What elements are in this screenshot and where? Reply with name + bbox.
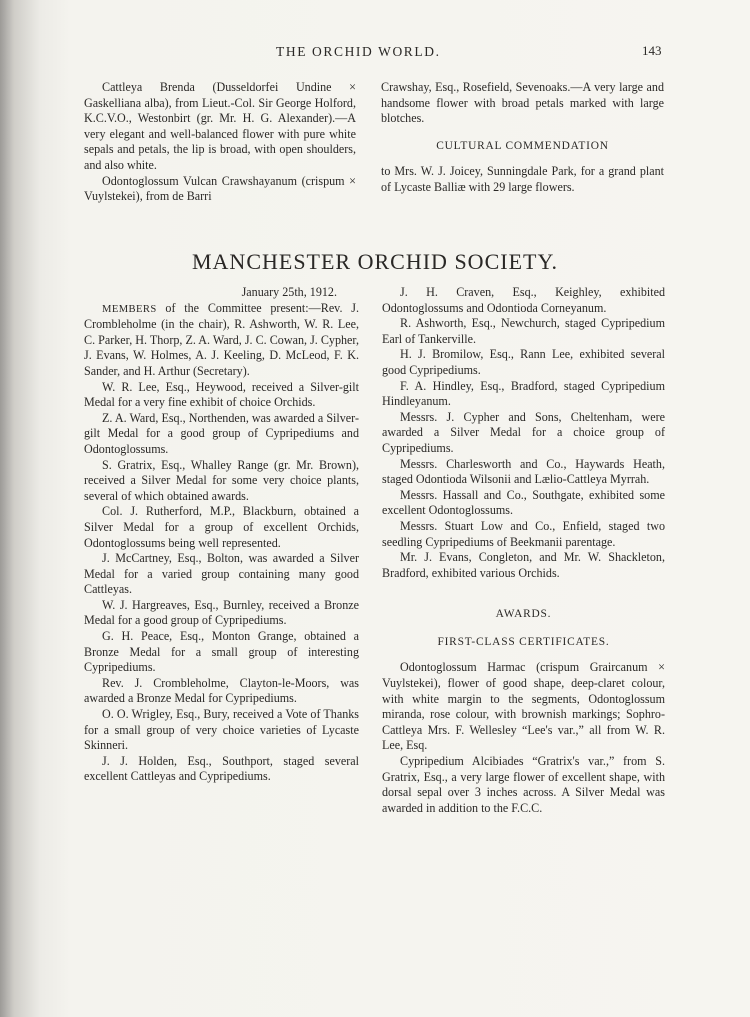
crawshay-continuation-paragraph: Crawshay, Esq., Rosefield, Sevenoaks.—A very large and handsome flower with broad petals marked with large blotches.	[381, 80, 664, 126]
report-paragraph: Messrs. J. Cypher and Sons, Cheltenham, were awarded a Silver Medal for a choice group of Cypripediums.	[382, 409, 665, 455]
meeting-date: January 25th, 1912.	[241, 285, 337, 299]
report-paragraph: W. J. Hargreaves, Esq., Burnley, received a Bronze Medal for a good group of Cypripediums.	[84, 597, 359, 628]
odontoglossum-vulcan-paragraph: Odontoglossum Vulcan Crawshayanum (crispum × Vuylstekei), from de Barri	[84, 173, 356, 204]
society-title: MANCHESTER ORCHID SOCIETY.	[191, 249, 558, 274]
report-paragraph: H. J. Bromilow, Esq., Rann Lee, exhibited several good Cypripediums.	[382, 347, 665, 377]
cultural-commendation-heading: CULTURAL COMMENDATION	[436, 139, 609, 152]
report-paragraph: Messrs. Charlesworth and Co., Haywards Heath, staged Odontioda Wilsonii and Lælio-Cattleya Myrrah.	[382, 456, 665, 487]
report-paragraph: Col. J. Rutherford, M.P., Blackburn, obtained a Silver Medal for a group of excellent Orchids, Odontoglossums being well represented.	[84, 504, 359, 550]
report-paragraph: G. H. Peace, Esq., Monton Grange, obtained a Bronze Medal for a small group of interesting Cypripediums.	[84, 629, 359, 675]
report-paragraph: O. O. Wrigley, Esq., Bury, received a Vote of Thanks for a small group of very choice varieties of Lycaste Skinneri.	[84, 707, 359, 753]
cultural-commendation-paragraph: to Mrs. W. J. Joicey, Sunningdale Park, for a grand plant of Lycaste Balliæ with 29 large flowers.	[381, 164, 664, 194]
members-paragraph	[84, 301, 359, 380]
top-left-column	[84, 80, 356, 205]
first-class-certificates-heading: FIRST-CLASS CERTIFICATES.	[437, 635, 610, 648]
report-paragraph: Mr. J. Evans, Congleton, and Mr. W. Shackleton, Bradford, exhibited various Orchids.	[382, 550, 665, 580]
report-paragraph: Z. A. Ward, Esq., Northenden, was awarded a Silver-gilt Medal for a good group of Cypripediums and Odontoglossums.	[84, 410, 359, 456]
right-column	[382, 285, 665, 816]
award-paragraph: Odontoglossum Harmac (crispum Graircanum × Vuylstekei), flower of good shape, deep-claret colour, with white margin to the segments, Odontoglossum miranda, rose colour, with brownish markings; Sophro-Cattleya Mrs. F. Wellesley “Lee's var.,” all from W. R. Lee, Esq.	[382, 660, 665, 753]
running-head	[0, 44, 750, 64]
cattleya-brenda-paragraph: Cattleya Brenda (Dusseldorfei Undine × Gaskelliana alba), from Lieut.-Col. Sir George Holford, K.C.V.O., Westonbirt (gr. Mr. H. G. Alexander).—A very elegant and well-balanced flower with pure white sepals and petals, the lip is broad, with open shoulders, and also white.	[84, 80, 356, 172]
report-paragraph: J. J. Holden, Esq., Southport, staged several excellent Cattleyas and Cypripediums.	[84, 753, 359, 784]
members-text: of the Committee present:—Rev. J. Crombleholme (in the chair), R. Ashworth, W. R. Lee, C. Parker, H. Thorp, Z. A. Ward, J. C. Cowan, J. Cypher, J. Evans, W. Holmes, A. J. Keeling, D. McLeod, F. K. Sander, and H. Arthur (Secretary).	[84, 300, 359, 378]
report-paragraph: W. R. Lee, Esq., Heywood, received a Silver-gilt Medal for a very fine exhibit of choice Orchids.	[84, 379, 359, 410]
top-right-column	[381, 80, 664, 196]
page-number: 143	[642, 43, 662, 58]
report-paragraph: Rev. J. Crombleholme, Clayton-le-Moors, was awarded a Bronze Medal for Cypripediums.	[84, 675, 359, 706]
journal-title: THE ORCHID WORLD.	[276, 44, 441, 59]
report-paragraph: J. H. Craven, Esq., Keighley, exhibited Odontoglossums and Odontioda Corneyanum.	[382, 285, 665, 315]
award-paragraph: Cypripedium Alcibiades “Gratrix's var.,” from S. Gratrix, Esq., a very large flower of excellent shape, with dorsal sepal over 3 inches across. A Silver Medal was awarded in addition to the F.C.C.	[382, 754, 665, 815]
report-paragraph: R. Ashworth, Esq., Newchurch, staged Cypripedium Earl of Tankerville.	[382, 316, 665, 346]
report-paragraph: Messrs. Stuart Low and Co., Enfield, staged two seedling Cypripediums of Beekmanii parentage.	[382, 518, 665, 549]
report-paragraph: J. McCartney, Esq., Bolton, was awarded a Silver Medal for a varied group containing many good Cattleyas.	[84, 551, 359, 597]
report-paragraph: Messrs. Hassall and Co., Southgate, exhibited some excellent Odontoglossums.	[382, 487, 665, 518]
report-paragraph: S. Gratrix, Esq., Whalley Range (gr. Mr. Brown), received a Silver Medal for some very choice plants, several of which obtained awards.	[84, 457, 359, 503]
left-column	[84, 285, 359, 785]
awards-heading: AWARDS.	[495, 608, 552, 621]
report-paragraph: F. A. Hindley, Esq., Bradford, staged Cypripedium Hindleyanum.	[382, 378, 665, 409]
members-lead: MEMBERS	[102, 303, 157, 315]
